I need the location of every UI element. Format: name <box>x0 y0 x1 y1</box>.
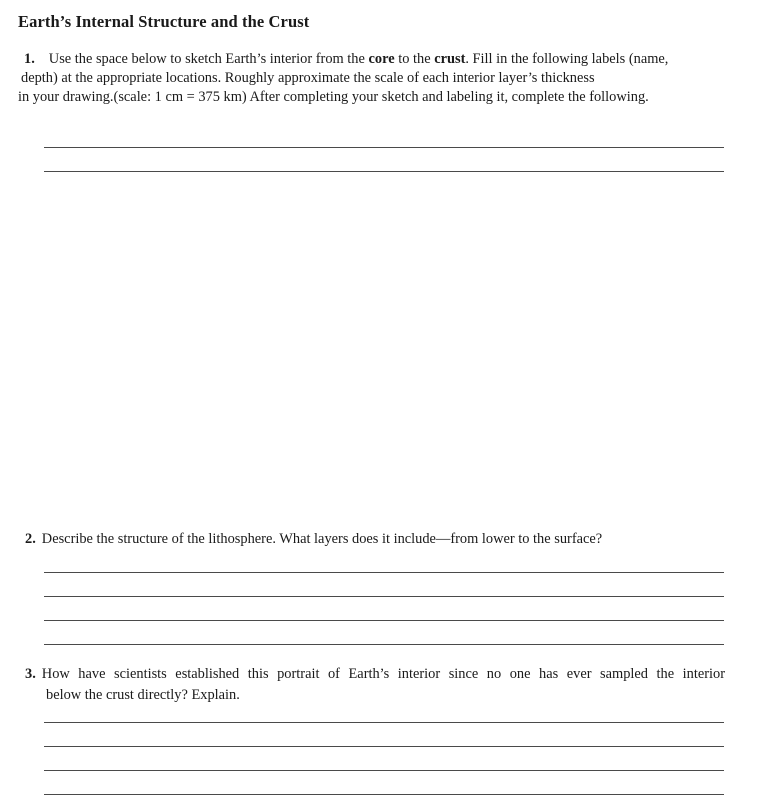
q1-bold-crust: crust <box>434 51 466 67</box>
question-3-line-2: below the crust directly? Explain. <box>46 687 240 703</box>
question-2-number: 2. <box>25 531 36 547</box>
q1-text-c: . Fill in the following labels (name, <box>465 51 669 67</box>
question-3-line-1 <box>25 664 725 685</box>
question-2-text: Describe the structure of the lithosphere. What layers does it include—from lower to the surface? <box>41 531 603 547</box>
question-1-line-1 <box>18 50 746 69</box>
answer-line-q3-2[interactable] <box>44 746 724 747</box>
question-1-number: 1. <box>24 51 35 67</box>
answer-line-q3-4[interactable] <box>44 794 724 795</box>
question-3-number: 3. <box>25 666 36 682</box>
answer-line-q2-3[interactable] <box>44 620 724 621</box>
answer-line-q2-4[interactable] <box>44 644 724 645</box>
question-1-line-3: in your drawing.(scale: 1 cm = 375 km) After completing your sketch and labeling it, complete the following. <box>18 89 649 105</box>
question-1-line-2: depth) at the appropriate locations. Roughly approximate the scale of each interior layer’s thickness <box>21 70 595 86</box>
question-3-text-1: How have scientists established this portrait of Earth’s interior since no one has ever sampled the interior <box>41 666 725 682</box>
answer-line-q2-1[interactable] <box>44 572 724 573</box>
answer-line-q1-2[interactable] <box>44 171 724 172</box>
question-2 <box>25 530 602 549</box>
page-title: Earth’s Internal Structure and the Crust <box>18 12 310 31</box>
q1-text-b: to the <box>394 51 435 67</box>
answer-line-q3-1[interactable] <box>44 722 724 723</box>
answer-line-q3-3[interactable] <box>44 770 724 771</box>
answer-line-q2-2[interactable] <box>44 596 724 597</box>
question-3 <box>25 664 725 706</box>
question-1 <box>18 50 746 107</box>
q1-bold-core: core <box>368 51 395 67</box>
q1-text-a: Use the space below to sketch Earth’s interior from the <box>48 51 369 67</box>
answer-line-q1-1[interactable] <box>44 147 724 148</box>
